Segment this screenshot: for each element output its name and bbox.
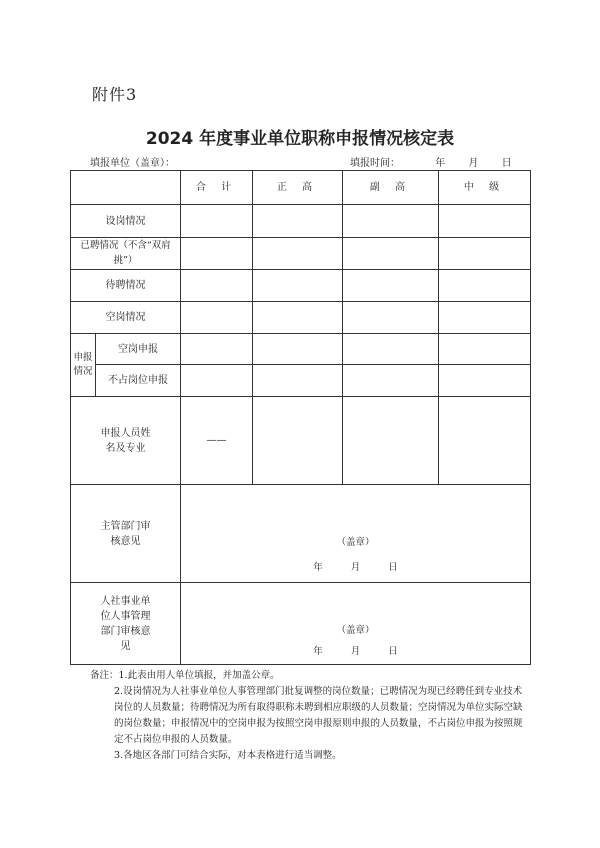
row-label-applicants: 申报人员姓名及专业 bbox=[71, 397, 181, 485]
row-label-hr-review: 人社事业单位人事管理部门审核意见 bbox=[71, 583, 181, 665]
dept-date-year: 年 bbox=[313, 561, 323, 573]
note-3: 3.各地区各部门可结合实际，对本表格进行适当调整。 bbox=[114, 750, 342, 761]
row-label-apply-group: 申报情况 bbox=[71, 334, 96, 397]
input-cell[interactable] bbox=[343, 302, 439, 334]
input-cell[interactable] bbox=[343, 365, 439, 397]
page-title: 2024 年度事业单位职称申报情况核定表 bbox=[145, 129, 455, 149]
input-cell[interactable] bbox=[253, 302, 343, 334]
row-label-dept-review: 主管部门审核意见 bbox=[71, 485, 181, 583]
input-cell[interactable] bbox=[439, 205, 531, 238]
note-2: 2.设岗情况为人社事业单位人事管理部门批复调整的岗位数量；已聘情况为现已经聘任到专业技术岗位的人员数量；待聘情况为所有取得职称未聘到相应职级的人员数量；空岗情况为单位实际空缺的岗位数量；申报情况中的空岗申报为按照空岗申报原则申报的人员数量，不占岗位申报为按照规定不占岗位申报的人员数量。 bbox=[114, 686, 523, 745]
dept-date-month: 月 bbox=[350, 561, 361, 573]
input-cell[interactable] bbox=[253, 334, 343, 365]
header-blank-cell bbox=[71, 171, 181, 205]
input-cell[interactable] bbox=[343, 238, 439, 270]
input-cell[interactable] bbox=[181, 270, 253, 302]
input-cell[interactable] bbox=[439, 334, 531, 365]
input-cell[interactable] bbox=[181, 365, 253, 397]
fill-time-year: 年 bbox=[435, 158, 446, 169]
input-cell[interactable] bbox=[181, 238, 253, 270]
input-cell[interactable] bbox=[181, 205, 253, 238]
input-cell[interactable] bbox=[439, 302, 531, 334]
input-cell[interactable] bbox=[439, 365, 531, 397]
hr-review-area[interactable] bbox=[181, 583, 531, 665]
hr-date bbox=[299, 646, 412, 657]
hr-date-month: 月 bbox=[350, 645, 361, 657]
attachment-label: 附件3 bbox=[92, 85, 138, 104]
note-1: 备注：1.此表由用人单位填报，并加盖公章。 bbox=[90, 670, 280, 681]
row-label-apply-non-post: 不占岗位申报 bbox=[96, 365, 181, 397]
row-label-vacant: 空岗情况 bbox=[71, 302, 181, 334]
fill-time-label bbox=[350, 154, 512, 169]
dept-date bbox=[299, 562, 412, 573]
dept-date-day: 日 bbox=[388, 561, 398, 573]
header-senior: 正 高 bbox=[253, 171, 343, 205]
header-intermediate: 中 级 bbox=[439, 171, 531, 205]
input-cell[interactable] bbox=[343, 270, 439, 302]
hr-seal-label: （盖章） bbox=[336, 625, 375, 637]
applicants-total-cell: —— bbox=[181, 397, 253, 485]
hr-date-day: 日 bbox=[388, 645, 398, 657]
hr-date-year: 年 bbox=[313, 645, 323, 657]
fill-unit-label: 填报单位（盖章）： bbox=[90, 158, 175, 169]
row-label-to-hire: 待聘情况 bbox=[71, 270, 181, 302]
input-cell[interactable] bbox=[439, 238, 531, 270]
input-cell[interactable] bbox=[343, 205, 439, 238]
input-cell[interactable] bbox=[253, 205, 343, 238]
approval-table bbox=[70, 170, 531, 665]
input-cell[interactable] bbox=[439, 397, 531, 485]
header-total: 合 计 bbox=[181, 171, 253, 205]
input-cell[interactable] bbox=[439, 270, 531, 302]
input-cell[interactable] bbox=[181, 302, 253, 334]
input-cell[interactable] bbox=[253, 238, 343, 270]
input-cell[interactable] bbox=[343, 334, 439, 365]
input-cell[interactable] bbox=[253, 397, 343, 485]
fill-time-day: 日 bbox=[501, 158, 512, 169]
input-cell[interactable] bbox=[253, 365, 343, 397]
input-cell[interactable] bbox=[343, 397, 439, 485]
dept-seal-label: （盖章） bbox=[336, 537, 375, 549]
notes bbox=[90, 668, 530, 764]
fill-time-text: 填报时间： bbox=[350, 158, 400, 169]
dept-review-area[interactable] bbox=[181, 485, 531, 583]
input-cell[interactable] bbox=[253, 270, 343, 302]
fill-time-month: 月 bbox=[468, 158, 479, 169]
header-associate: 副 高 bbox=[343, 171, 439, 205]
row-label-apply-vacant: 空岗申报 bbox=[96, 334, 181, 365]
input-cell[interactable] bbox=[181, 334, 253, 365]
row-label-hired: 已聘情况（不含“双肩挑”） bbox=[71, 238, 181, 270]
row-label-set-positions: 设岗情况 bbox=[71, 205, 181, 238]
